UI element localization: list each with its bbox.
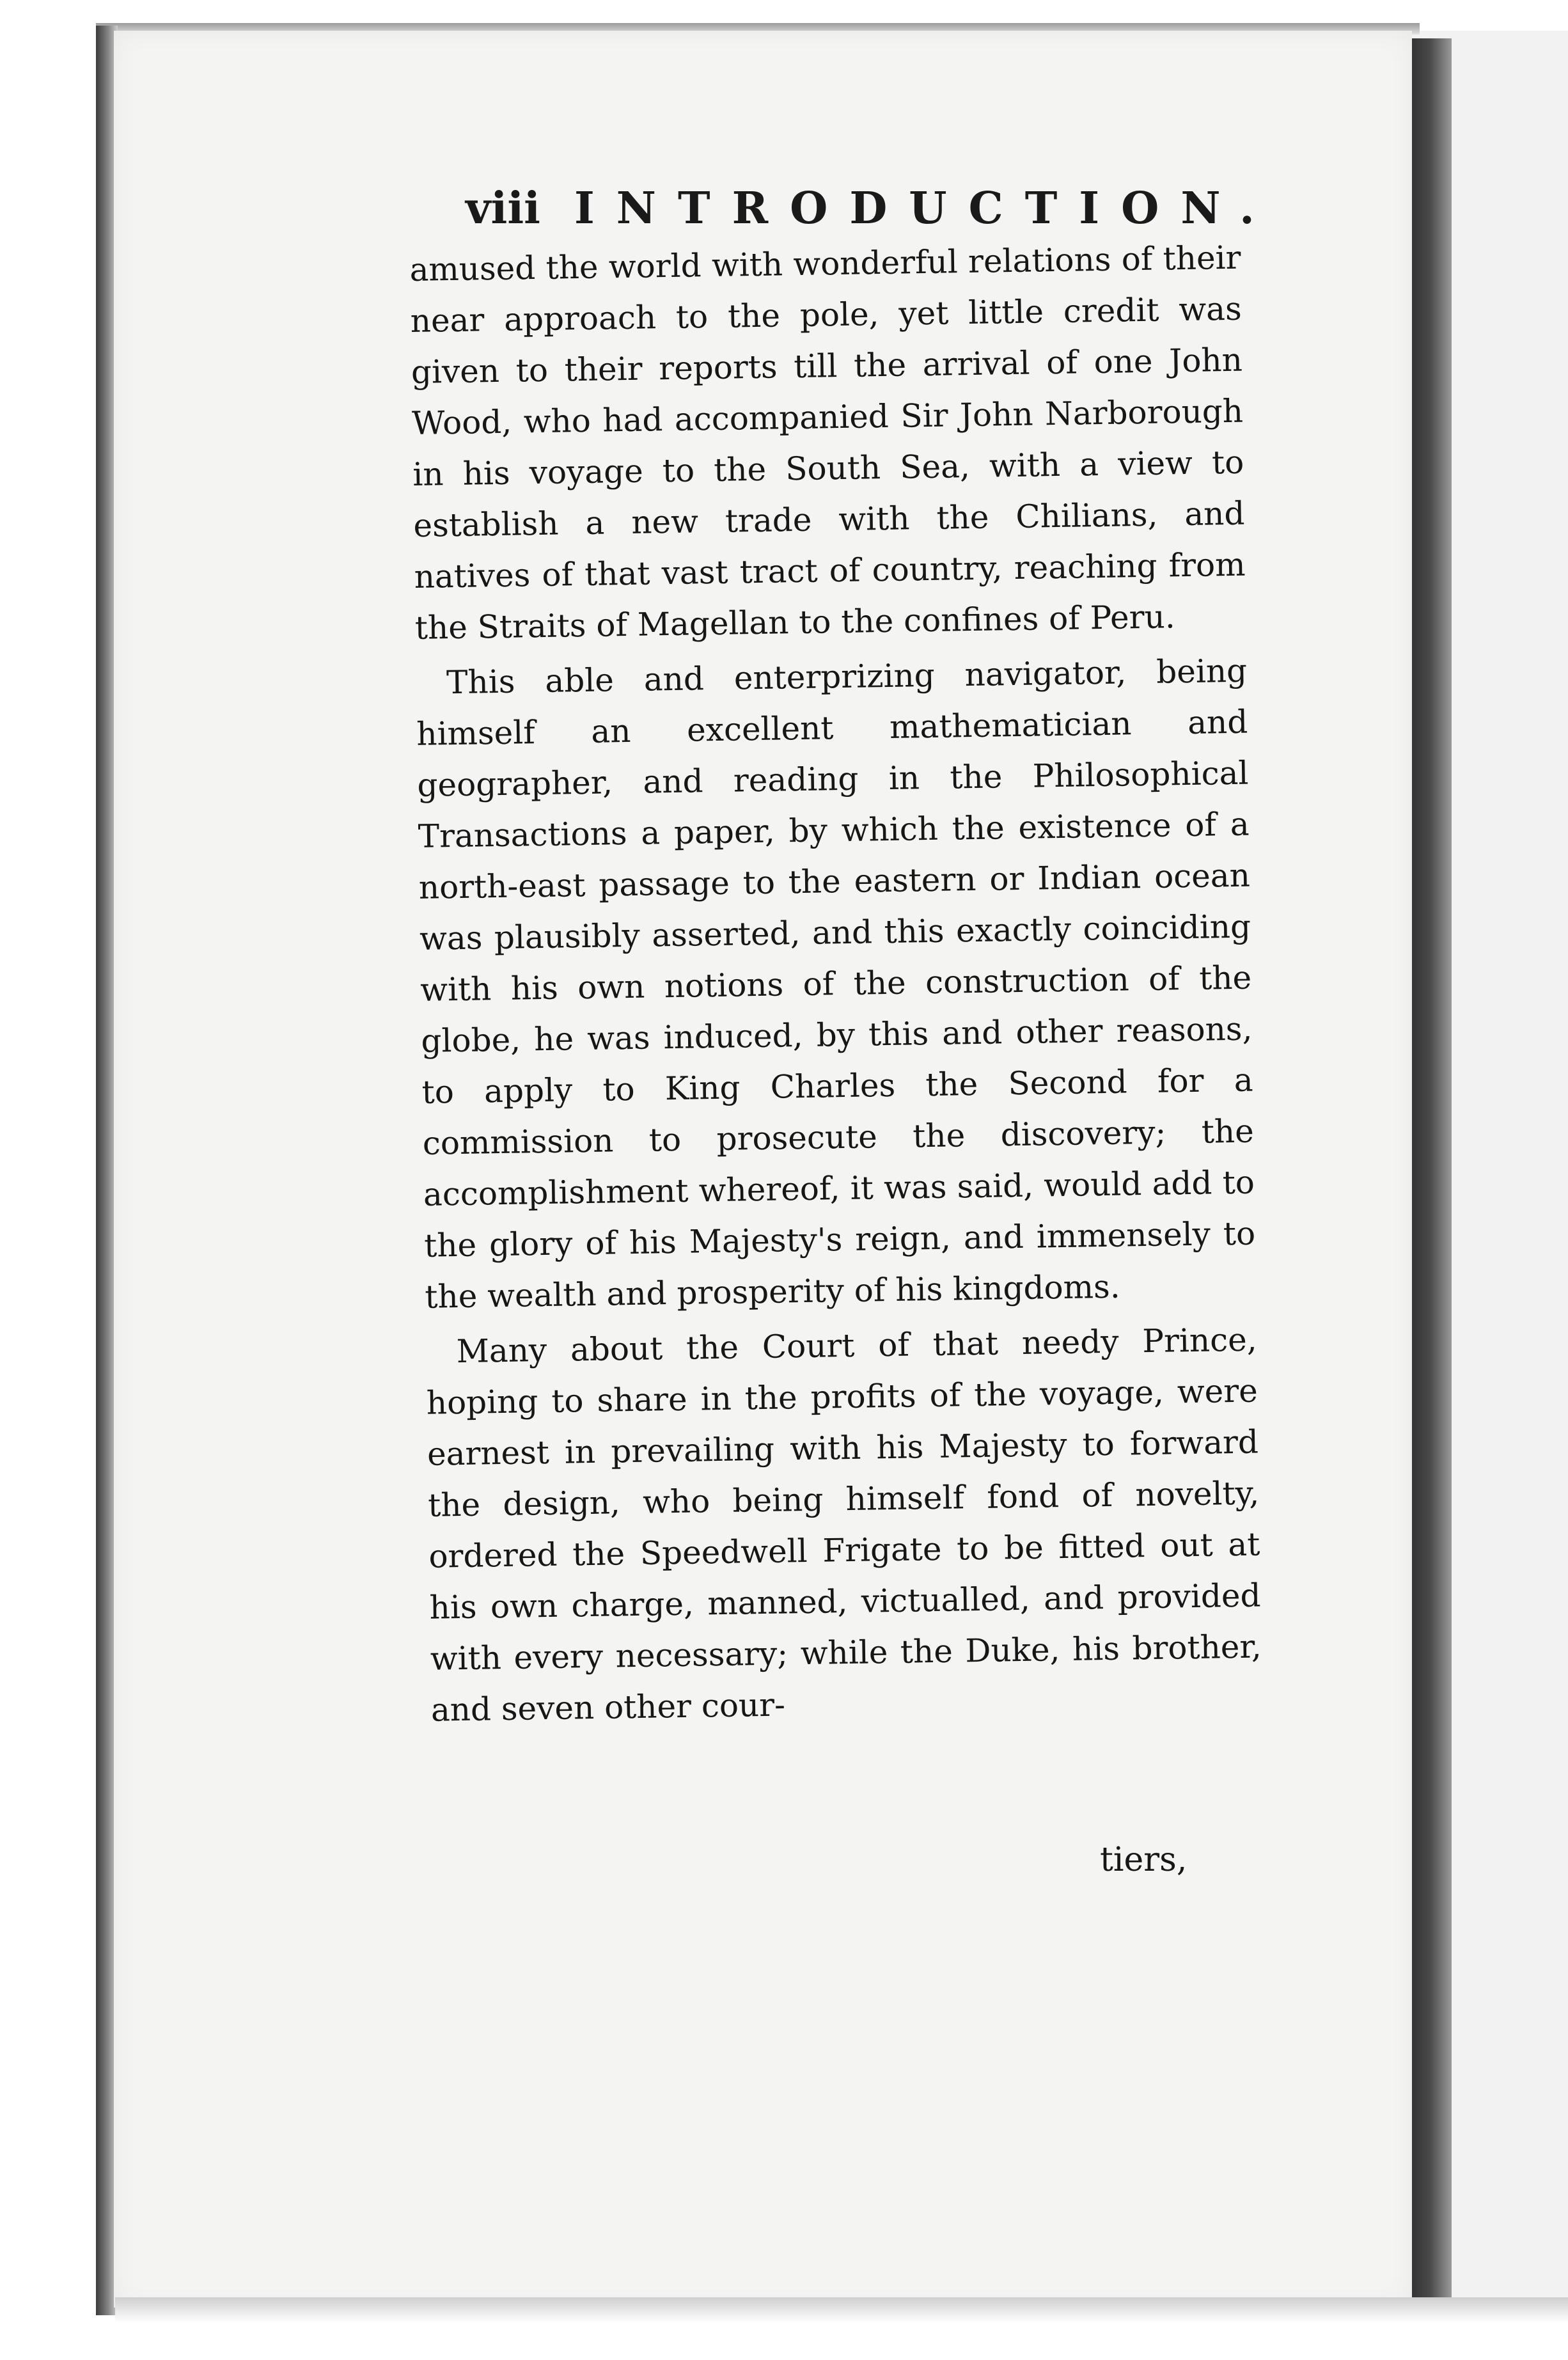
running-title: INTRODUCTION. xyxy=(574,183,1276,234)
running-head xyxy=(466,175,1276,239)
page-number: viii xyxy=(466,183,541,234)
paragraph-2: This able and enterprizing navigator, being himself an excellent mathematician and geographer, and reading in the Philosophical Transactions a paper, by which the existence of a north-east passage to the eastern or Indian ocean was plausibly asserted, and this exactly coinciding with his own notions of the construction of the globe, he was induced, by this and other reasons, to apply to King Charles the Second for a commission to prosecute the discovery; the accomplishment whereof, it was said, would add to the glory of his Majesty's reign, and immensely to the wealth and prosperity of his kingdoms. xyxy=(416,652,1256,1316)
paragraph-1: amused the world with wonderful relations of their near approach to the pole, yet little credit was given to their reports till the arrival of one John Wood, who had accompanied Sir John Narborough in his voyage to the South Sea, with a view to establish a new trade with the Chilians, and natives of that vast tract of country, reaching from the Straits of Magellan to the confines of Peru. xyxy=(409,239,1246,647)
body-text xyxy=(409,232,1262,1736)
catchword: tiers, xyxy=(1100,1841,1188,1879)
paragraph-3: Many about the Court of that needy Prince, hoping to share in the profits of the voyage, were earnest in prevailing with his Majesty to forward the design, who being himself fond of novelty, ordered the Speedwell Frigate to be fitted out at his own charge, manned, victualled, and provided with every necessary; while the Duke, his brother, and seven other cour- xyxy=(426,1321,1262,1729)
page-bottom-shadow xyxy=(115,2297,1568,2323)
